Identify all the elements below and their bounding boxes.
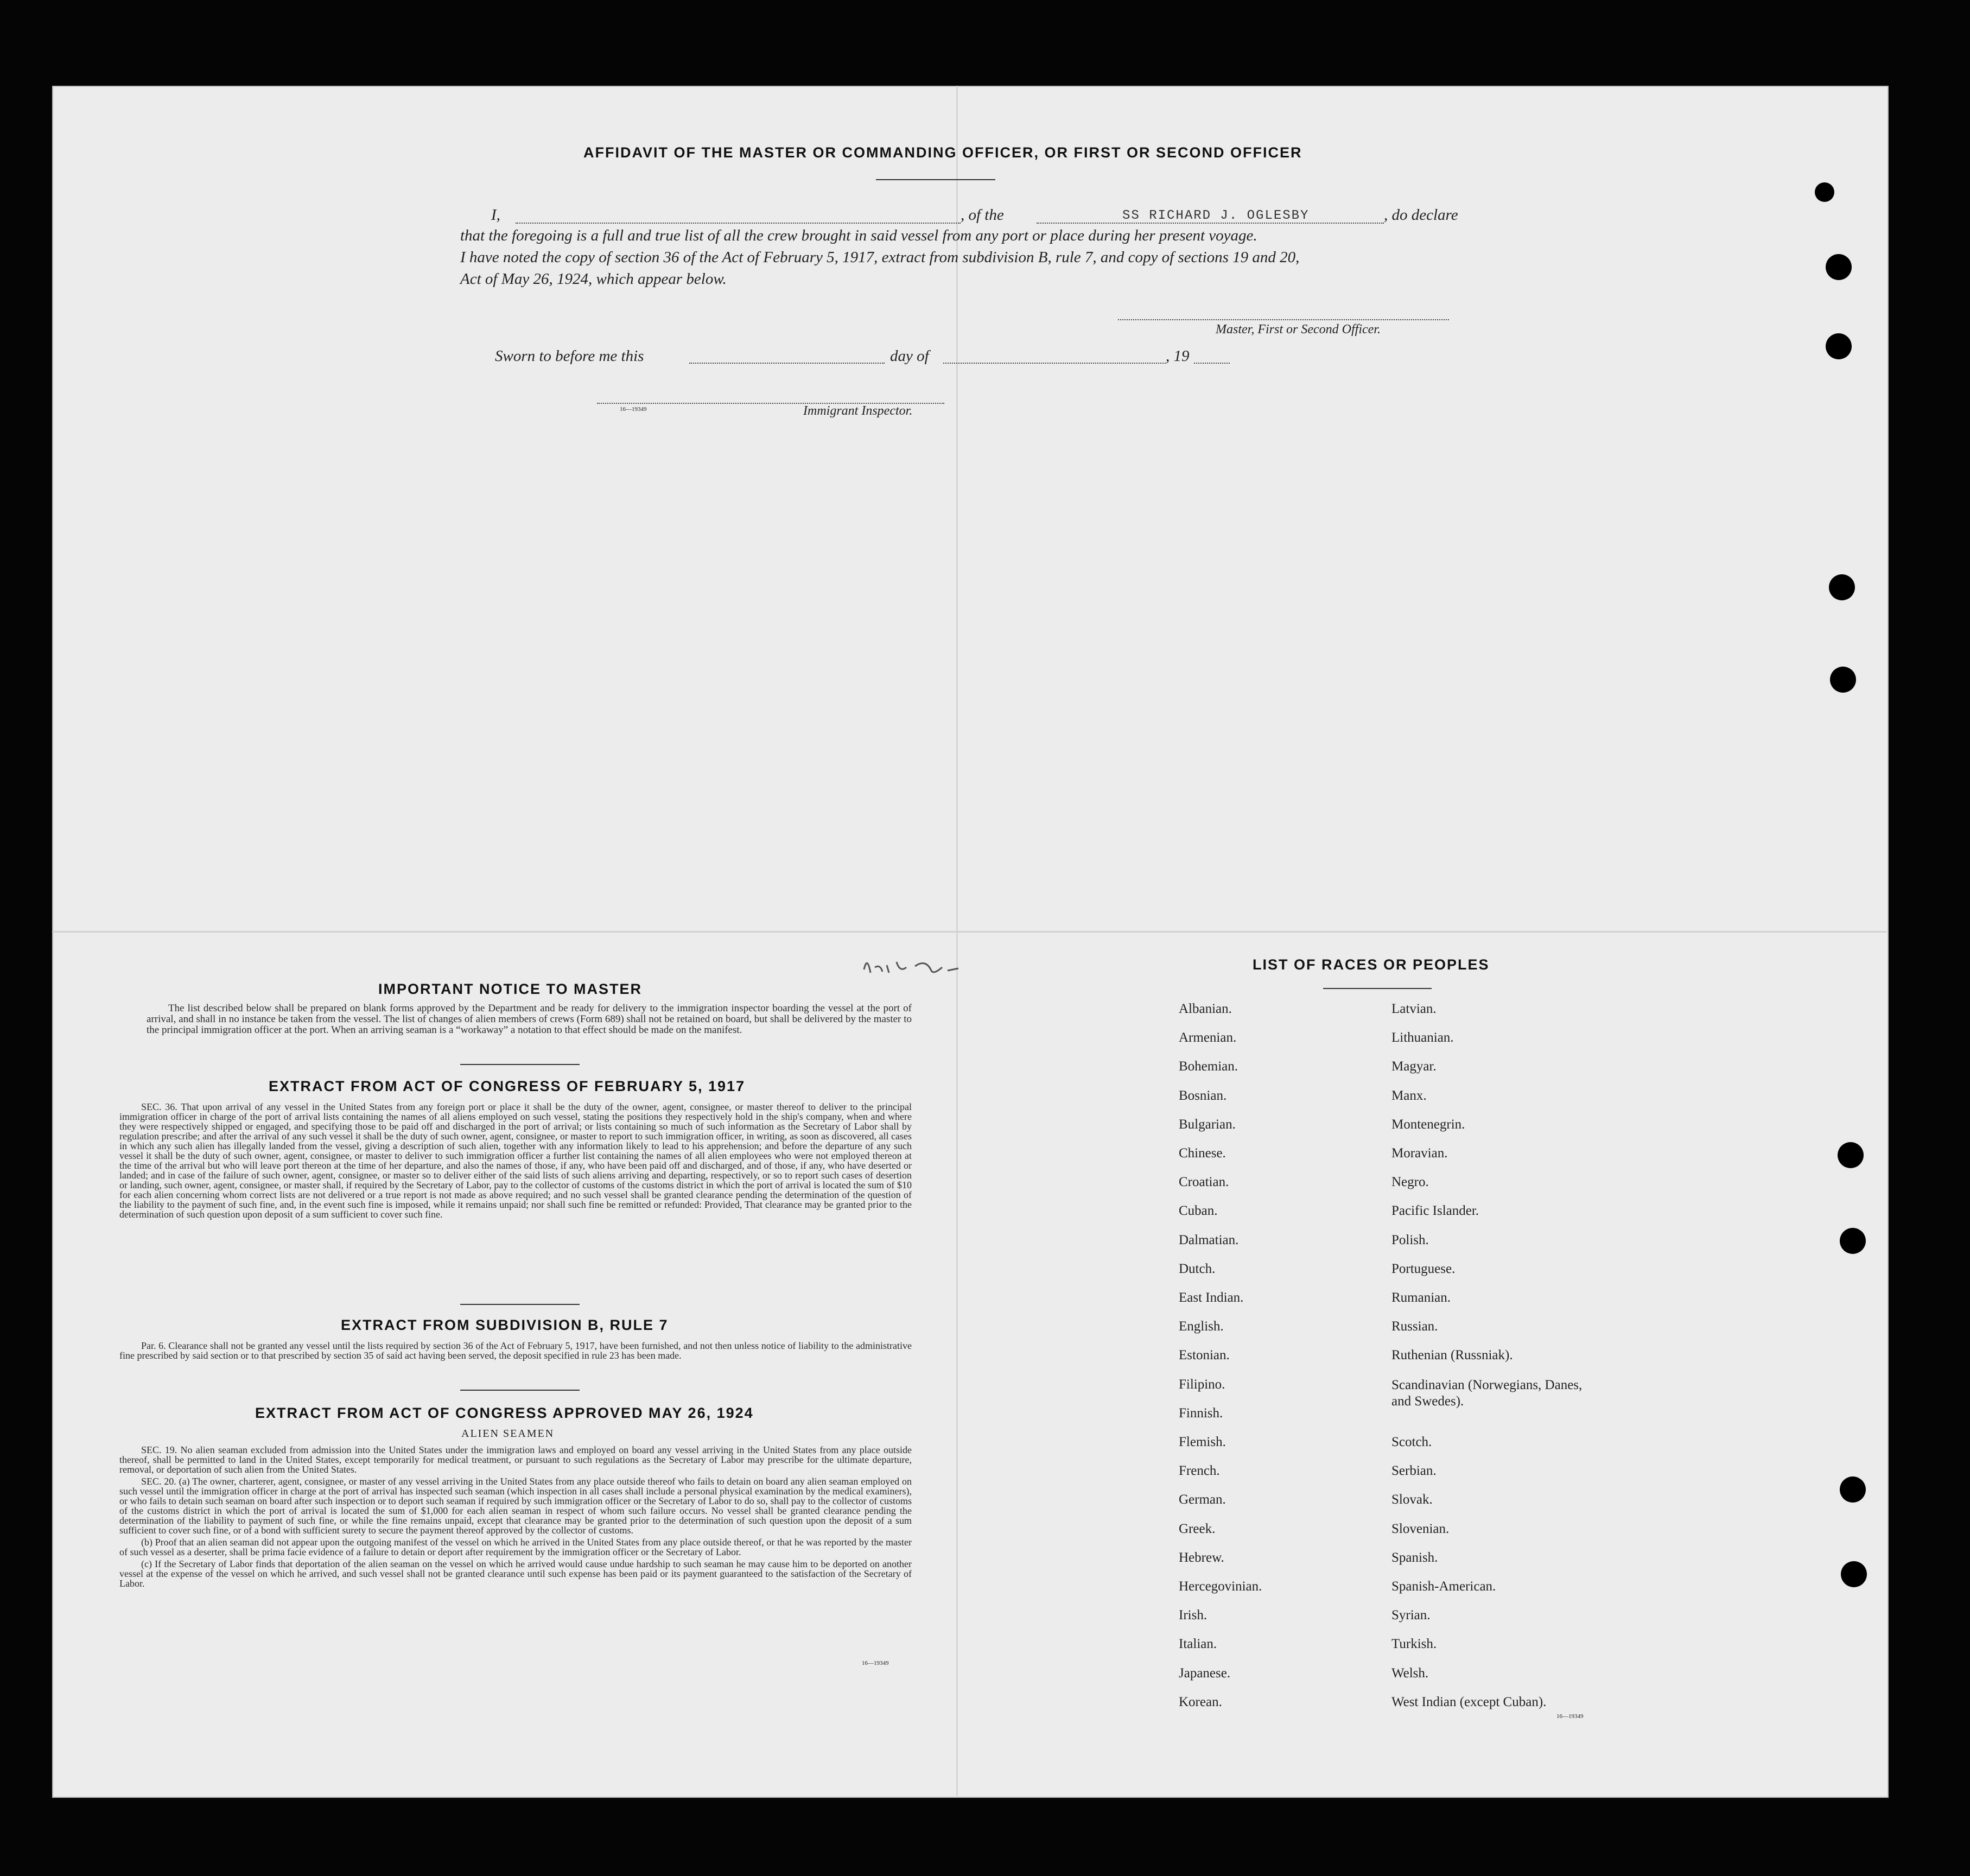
rule7-text [119, 1341, 912, 1362]
race-item: Rumanian. [1391, 1290, 1451, 1305]
affidavit-line1-of: , of the [961, 206, 1004, 224]
race-item: Bulgarian. [1179, 1117, 1236, 1132]
punch-hole-icon [1826, 333, 1852, 359]
divider [1323, 988, 1432, 989]
race-item: Scotch. [1391, 1435, 1432, 1449]
race-item: Filipino. [1179, 1377, 1225, 1392]
vessel-name-stamp: SS RICHARD J. OGLESBY [1122, 208, 1310, 223]
race-item: Irish. [1179, 1608, 1208, 1623]
extract-1917-text [119, 1102, 912, 1221]
affidavit-line3: I have noted the copy of section 36 of the Act of February 5, 1917, extract from subdivision B, rule 7, and copy of sections 19 and 20, [460, 249, 1300, 266]
race-item: Flemish. [1179, 1435, 1226, 1449]
race-item: Polish. [1391, 1232, 1429, 1247]
race-item: Scandinavian (Norwegians, Danes, and Swedes). [1391, 1377, 1583, 1409]
race-item: Italian. [1179, 1637, 1217, 1652]
divider [460, 1064, 580, 1065]
race-item: Ruthenian (Russniak). [1391, 1348, 1513, 1363]
rule7-title: EXTRACT FROM SUBDIVISION B, RULE 7 [341, 1317, 669, 1333]
punch-hole-icon [1826, 254, 1852, 280]
punch-hole-icon [1838, 1142, 1864, 1168]
race-item: Albanian. [1179, 1002, 1232, 1016]
races-title: LIST OF RACES OR PEOPLES [1253, 956, 1490, 973]
divider [460, 1304, 580, 1305]
punch-hole-icon [1840, 1476, 1866, 1503]
race-item: Dalmatian. [1179, 1232, 1239, 1247]
sworn-year: , 19 [1166, 347, 1190, 365]
title-underline [876, 179, 995, 180]
sworn-month-field[interactable] [943, 363, 1166, 364]
affidavit-line1-declare: , do declare [1384, 206, 1458, 224]
vertical-fold-line [956, 86, 958, 1796]
section-36-paragraph: SEC. 36. That upon arrival of any vessel in the United States from any foreign port or place it shall be the duty of the owner, agent, consignee, or master thereof to deliver to the principal immigration officer in charge of the port of arrival lists containing the names of all aliens employed on such vessel, stating the positions they respectively hold in the ship's company, when and where they were respectively shipped or engaged, and specifying those to be paid off and discharged in the port of arrival; or lists containing so much of such information as the Secretary of Labor shall by regulation prescribe; and after the arrival of any such vessel it shall be the duty of such owner, agent, consignee, or master to report to such immigration officer, in writing, as soon as discovered, all cases in which any such alien has illegally landed from the vessel, giving a description of such alien, together with any information likely to lead to his apprehension; and before the departure of any such vessel it shall be the duty of such owner, agent, consignee, or master to deliver to such immigration officer a further list containing the names of all alien employees who were not employed thereon at the time of the arrival but who will leave port thereon at the time of her departure, and also the names of those, if any, who have been paid off and discharged, and of those, if any, who have deserted or landed; and in case of the failure of such owner, agent, consignee, or master so to deliver either of the said lists of such aliens arriving and departing, respectively, or so to report such cases of desertion or landing, such owner, agent, consignee, or master shall, if required by the Secretary of Labor, pay to the collector of customs of the customs district in which the port of arrival is located the sum of $10 for each alien concerning whom correct lists are not delivered or a true report is not made as above required; and no such vessel shall be granted clearance pending the determination of the question of the liability to the payment of such fine, and, in the event such fine is imposed, while it remains unpaid; nor shall such fine be remitted or refunded: Provided, That clearance may be granted prior to the determination of such question upon deposit of a sum sufficient to cover such fine. [119, 1101, 912, 1220]
sworn-day-of: day of [890, 347, 929, 365]
race-item: German. [1179, 1492, 1226, 1507]
handwritten-mark [861, 951, 964, 984]
race-item: French. [1179, 1463, 1220, 1479]
race-item: Hercegovinian. [1179, 1579, 1262, 1594]
race-item: Korean. [1179, 1694, 1222, 1709]
punch-hole-icon [1830, 667, 1856, 693]
divider [460, 1390, 580, 1391]
race-item: Russian. [1391, 1319, 1438, 1334]
race-item: Greek. [1179, 1521, 1216, 1536]
sworn-prefix: Sworn to before me this [495, 347, 644, 365]
race-item: Turkish. [1391, 1637, 1437, 1652]
master-signature-caption: Master, First or Second Officer. [1216, 322, 1381, 337]
affidavit-line1-i: I, [491, 206, 500, 224]
race-item: Slovenian. [1391, 1521, 1450, 1536]
race-item: Montenegrin. [1391, 1117, 1465, 1132]
race-item: West Indian (except Cuban). [1391, 1694, 1547, 1709]
affidavit-title: AFFIDAVIT OF THE MASTER OR COMMANDING OFFICER, OR FIRST OR SECOND OFFICER [583, 144, 1302, 161]
race-item: Japanese. [1179, 1665, 1231, 1681]
notice-text [147, 1003, 912, 1038]
notice-paragraph: The list described below shall be prepared on blank forms approved by the Department and be ready for delivery to the immigration inspector boarding the vessel at the port of arrival, and shall in no instance be taken from the vessel. The list of changes of alien members of crews (Form 689) shall not be retained on board, but shall be delivered by the master to the principal immigration officer at the port. When an arriving seaman is a “workaway” a notation to that effect should be made on the manifest. [147, 1003, 912, 1036]
form-number: 16—19349 [862, 1660, 889, 1666]
horizontal-fold-line [52, 931, 1886, 933]
race-item: English. [1179, 1319, 1224, 1334]
race-item: Dutch. [1179, 1261, 1216, 1276]
race-item: Syrian. [1391, 1608, 1431, 1623]
punch-hole-icon [1841, 1561, 1867, 1587]
race-item: Chinese. [1179, 1146, 1226, 1161]
inspector-caption: Immigrant Inspector. [803, 404, 913, 418]
race-item: Bosnian. [1179, 1088, 1227, 1103]
sworn-date-field[interactable] [689, 363, 885, 364]
section-20b-paragraph: (b) Proof that an alien seaman did not appear upon the outgoing manifest of the vessel on which he arrived in the United States from any place outside thereof, or that he was reported by the master of such vessel as a deserter, shall be prima facie evidence of a failure to detain or deport after requirement by the immigration officer or the Secretary of Labor. [119, 1537, 912, 1557]
race-item: Spanish. [1391, 1550, 1438, 1565]
race-item: Pacific Islander. [1391, 1203, 1479, 1219]
notice-title: IMPORTANT NOTICE TO MASTER [378, 981, 642, 997]
race-item: Manx. [1391, 1088, 1427, 1103]
race-item: Estonian. [1179, 1348, 1230, 1363]
alien-seamen-subtitle: ALIEN SEAMEN [461, 1428, 555, 1440]
race-item: Finnish. [1179, 1405, 1223, 1421]
sworn-year-field[interactable] [1194, 363, 1230, 364]
race-item: Bohemian. [1179, 1059, 1238, 1074]
punch-hole-icon [1815, 182, 1834, 202]
extract-1924-text [119, 1445, 912, 1590]
race-item: Magyar. [1391, 1059, 1437, 1074]
affidavit-line2: that the foregoing is a full and true list of all the crew brought in said vessel from any port or place during her present voyage. [460, 227, 1257, 244]
form-number: 16—19349 [620, 406, 647, 413]
race-item: Latvian. [1391, 1002, 1437, 1016]
race-item: Armenian. [1179, 1030, 1237, 1045]
race-item: East Indian. [1179, 1290, 1244, 1305]
race-item: Hebrew. [1179, 1550, 1224, 1565]
declarant-name-field[interactable] [516, 223, 961, 224]
race-item: Croatian. [1179, 1175, 1229, 1190]
punch-hole-icon [1829, 574, 1855, 600]
race-item: Slovak. [1391, 1492, 1433, 1507]
section-20a-paragraph: SEC. 20. (a) The owner, charterer, agent, consignee, or master of any vessel arriving in the United States from any place outside thereof who fails to detain on board any alien seaman employed on such vessel until the immigration officer in charge at the port of arrival has inspected such seaman (which inspection in all cases shall include a personal physical examination by the medical examiners), or who fails to detain such seaman on board after such inspection or to deport such seaman if required by such immigration officer or the Secretary of Labor to do so, shall pay to the collector of customs of the customs district in which the port of arrival is located the sum of $1,000 for each alien seaman in respect of whom such failure occurs. No vessel shall be granted clearance pending the determination of the liability to payment of such fine, or while the fine remains unpaid, except that clearance may be granted prior to the determination of such question upon the deposit of a sum sufficient to cover such fine, or of a bond with sufficient surety to secure the payment thereof approved by the collector of customs. [119, 1476, 912, 1536]
race-item: Serbian. [1391, 1463, 1437, 1479]
race-item: Portuguese. [1391, 1261, 1456, 1276]
section-20c-paragraph: (c) If the Secretary of Labor finds that deportation of the alien seaman on the vessel on which he arrived would cause undue hardship to such seaman he may cause him to be deported on another vessel at the expense of the vessel on which he arrived, and such vessel shall not be granted clearance until such expense has been paid or its payment guaranteed to the satisfaction of the Secretary of Labor. [119, 1558, 912, 1589]
rule7-paragraph: Par. 6. Clearance shall not be granted any vessel until the lists required by section 36 of the Act of February 5, 1917, have been furnished, and not then unless notice of liability to the administrative fine prescribed by said section or to that prescribed by section 35 of said act having been served, the deposit specified in rule 23 has been made. [119, 1340, 912, 1361]
race-item: Welsh. [1391, 1665, 1429, 1681]
master-signature-field[interactable] [1118, 319, 1449, 320]
form-number: 16—19349 [1556, 1713, 1584, 1720]
extract-1917-title: EXTRACT FROM ACT OF CONGRESS OF FEBRUARY 5, 1917 [269, 1078, 746, 1094]
race-item: Moravian. [1391, 1146, 1448, 1161]
punch-hole-icon [1840, 1228, 1866, 1254]
affidavit-line4: Act of May 26, 1924, which appear below. [460, 270, 727, 288]
race-item: Spanish-American. [1391, 1579, 1496, 1594]
extract-1924-title: EXTRACT FROM ACT OF CONGRESS APPROVED MAY 26, 1924 [255, 1405, 754, 1421]
race-item: Negro. [1391, 1175, 1429, 1190]
race-item: Lithuanian. [1391, 1030, 1454, 1045]
race-item: Cuban. [1179, 1203, 1218, 1219]
section-19-paragraph: SEC. 19. No alien seaman excluded from admission into the United States under the immigration laws and employed on board any vessel arriving in the United States from any place outside thereof, shall be permitted to land in the United States, except temporarily for medical treatment, or pursuant to such regulations as the Secretary of Labor may prescribe for the ultimate departure, removal, or deportation of such alien from the United States. [119, 1444, 912, 1475]
